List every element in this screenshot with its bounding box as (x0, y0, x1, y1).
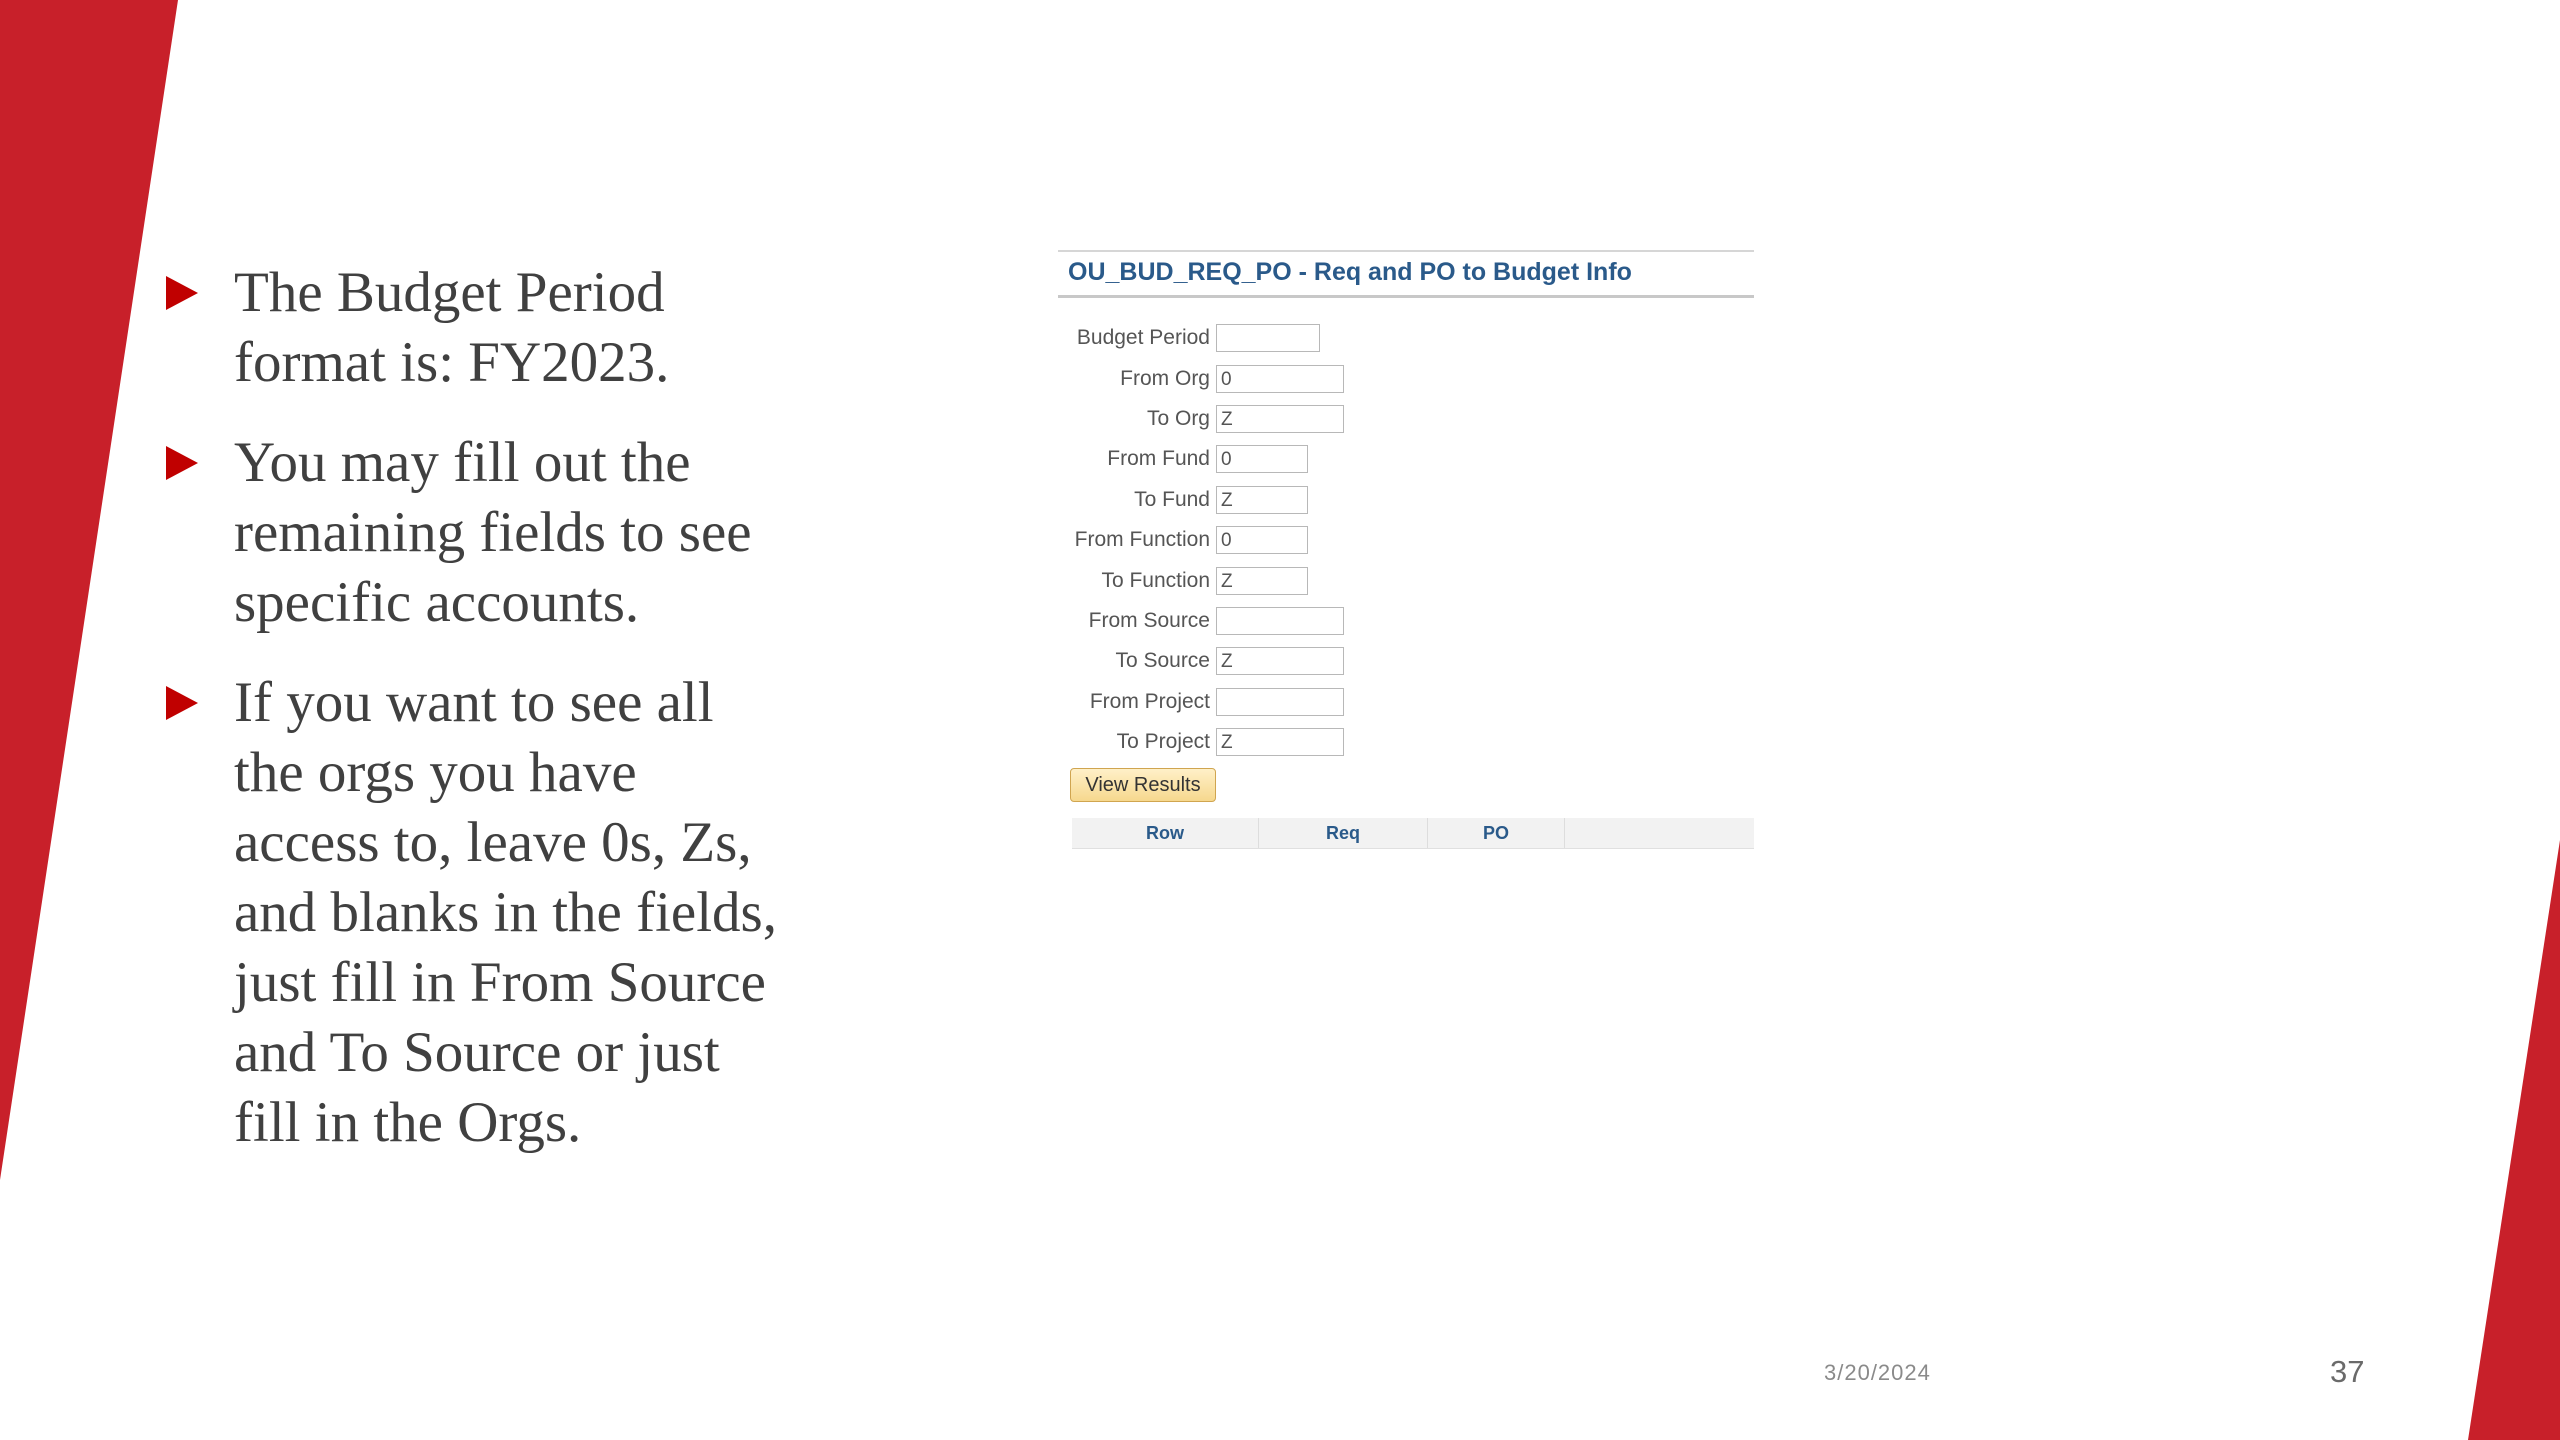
field-label: To Fund (1134, 487, 1210, 511)
field-row-to-fund (1058, 480, 1754, 520)
field-row-from-source (1058, 601, 1754, 641)
query-prompt-panel (1058, 250, 1754, 849)
field-row-budget-period (1058, 318, 1754, 358)
bullet-item (160, 668, 780, 1158)
grid-column-req[interactable]: Req (1259, 818, 1428, 848)
to-org-input[interactable]: Z (1216, 405, 1344, 433)
grid-column-po[interactable]: PO (1428, 818, 1565, 848)
to-fund-input[interactable]: Z (1216, 486, 1308, 514)
field-label: To Project (1116, 730, 1210, 754)
field-row-to-function (1058, 560, 1754, 600)
slide-number: 37 (2330, 1354, 2365, 1389)
field-label: To Source (1115, 649, 1210, 673)
bullet-arrow-icon (166, 446, 198, 480)
from-fund-input[interactable]: 0 (1216, 445, 1308, 473)
field-label: From Fund (1107, 447, 1210, 471)
panel-title-divider (1058, 295, 1754, 298)
results-grid-header (1072, 818, 1754, 849)
field-label: From Source (1088, 608, 1210, 632)
bullet-arrow-icon (166, 276, 198, 310)
field-row-to-project (1058, 722, 1754, 762)
field-row-to-source (1058, 641, 1754, 681)
field-label: From Org (1120, 366, 1210, 390)
field-row-from-org (1058, 358, 1754, 398)
query-title: OU_BUD_REQ_PO - Req and PO to Budget Info (1068, 258, 1632, 286)
field-label: From Project (1089, 689, 1210, 713)
field-row-from-fund (1058, 439, 1754, 479)
to-source-input[interactable]: Z (1216, 647, 1344, 675)
field-row-to-org (1058, 399, 1754, 439)
budget-period-input[interactable] (1216, 324, 1320, 352)
from-function-input[interactable]: 0 (1216, 526, 1308, 554)
from-org-input[interactable]: 0 (1216, 365, 1344, 393)
bullet-list (160, 258, 780, 1188)
field-row-from-function (1058, 520, 1754, 560)
grid-column-row[interactable]: Row (1072, 818, 1259, 848)
field-label: To Org (1146, 406, 1210, 430)
field-row-from-project (1058, 682, 1754, 722)
bullet-arrow-icon (166, 686, 198, 720)
field-label: To Function (1101, 568, 1210, 592)
bullet-item (160, 258, 780, 398)
to-project-input[interactable]: Z (1216, 728, 1344, 756)
from-project-input[interactable] (1216, 688, 1344, 716)
field-label: From Function (1074, 528, 1210, 552)
bullet-text: If you want to see all the orgs you have access to, leave 0s, Zs, and blanks in the fields, just fill in From Source and To Source or just fill in the Orgs. (234, 671, 777, 1154)
bullet-text: You may fill out the remaining fields to see specific accounts. (234, 431, 752, 634)
field-label: Budget Period (1076, 326, 1210, 350)
bullet-item (160, 428, 780, 638)
slide-date: 3/20/2024 (1824, 1360, 1931, 1385)
to-function-input[interactable]: Z (1216, 567, 1308, 595)
from-source-input[interactable] (1216, 607, 1344, 635)
view-results-button[interactable]: View Results (1070, 768, 1216, 802)
bullet-text: The Budget Period format is: FY2023. (234, 261, 670, 394)
